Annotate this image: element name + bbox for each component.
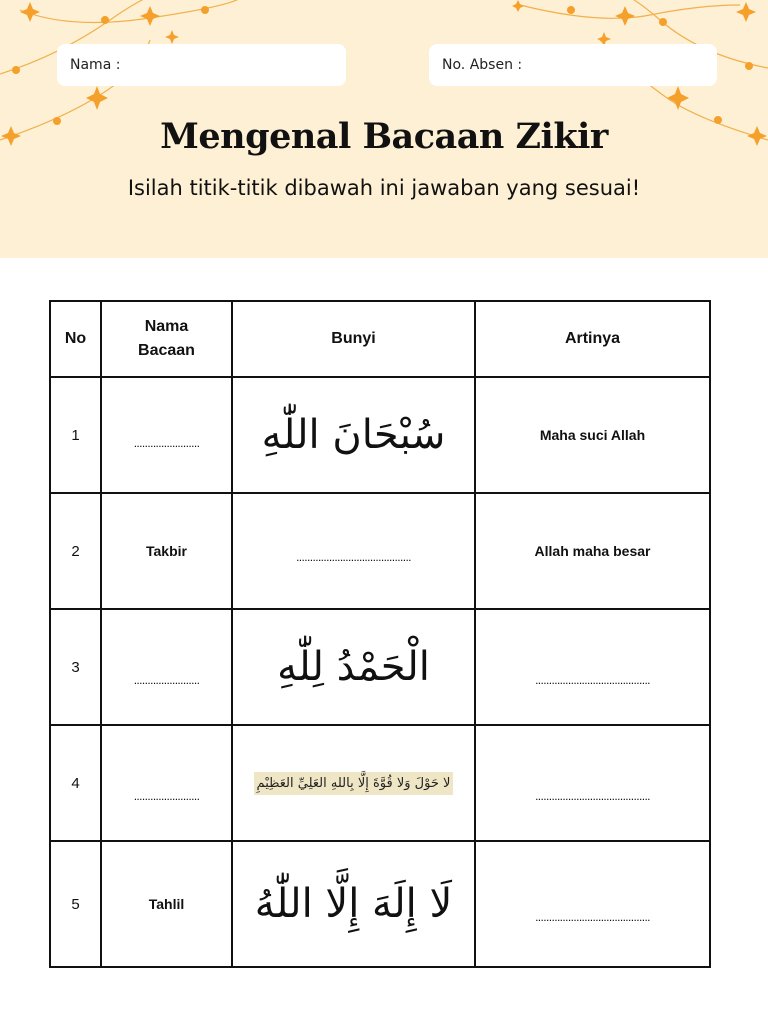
- header-bunyi: Bunyi: [232, 301, 475, 377]
- nama-blank[interactable]: [101, 377, 232, 493]
- row-number: 2: [50, 493, 101, 609]
- bunyi-cell: [232, 725, 475, 841]
- bunyi-blank[interactable]: [232, 493, 475, 609]
- attendance-number-label: No. Absen :: [442, 57, 523, 73]
- bunyi-cell: [232, 841, 475, 967]
- artinya-blank[interactable]: [475, 609, 710, 725]
- row-number: 5: [50, 841, 101, 967]
- header-nama-bacaan-text: Nama Bacaan: [138, 318, 195, 359]
- table-row: [50, 609, 710, 725]
- row-number: 3: [50, 609, 101, 725]
- nama-cell: Tahlil: [101, 841, 232, 967]
- fill-blank: ........................: [133, 789, 200, 803]
- header-nama-bacaan: [101, 301, 232, 377]
- bunyi-cell: [232, 377, 475, 493]
- table-row: [50, 493, 710, 609]
- arabic-text: لَا إِلَهَ إِلَّا اللّٰهُ: [254, 881, 453, 927]
- artinya-blank[interactable]: [475, 841, 710, 967]
- header-no: No: [50, 301, 101, 377]
- zikir-table: [49, 300, 711, 968]
- fill-blank: ..........................................: [296, 550, 411, 564]
- fill-blank: ..........................................: [535, 673, 650, 687]
- name-field[interactable]: [57, 44, 346, 86]
- worksheet-instructions: Isilah titik-titik dibawah ini jawaban yang sesuai!: [127, 176, 641, 200]
- artinya-cell: Maha suci Allah: [475, 377, 710, 493]
- fill-blank: ........................: [133, 436, 200, 450]
- arabic-text: الْحَمْدُ لِلّٰهِ: [277, 644, 430, 690]
- header-artinya: Artinya: [475, 301, 710, 377]
- fill-blank: ..........................................: [535, 910, 650, 924]
- nama-blank[interactable]: [101, 609, 232, 725]
- name-label: Nama :: [70, 57, 121, 73]
- nama-blank[interactable]: [101, 725, 232, 841]
- artinya-blank[interactable]: [475, 725, 710, 841]
- arabic-text-image: لا حَوْلَ وَلا قُوَّةَ إِلَّا بِاللهِ العَلِيِّ العَظِيْمِ: [254, 772, 454, 795]
- arabic-text: سُبْحَانَ اللّٰهِ: [261, 412, 446, 458]
- table-header-row: [50, 301, 710, 377]
- worksheet-title: Mengenal Bacaan Zikir: [160, 116, 608, 157]
- nama-cell: Takbir: [101, 493, 232, 609]
- table-row: [50, 725, 710, 841]
- table-row: [50, 841, 710, 967]
- table-row: [50, 377, 710, 493]
- attendance-number-field[interactable]: [429, 44, 717, 86]
- worksheet-header: [0, 0, 768, 258]
- artinya-cell: Allah maha besar: [475, 493, 710, 609]
- fill-blank: ........................: [133, 673, 200, 687]
- bunyi-cell: [232, 609, 475, 725]
- row-number: 1: [50, 377, 101, 493]
- fill-blank: ..........................................: [535, 789, 650, 803]
- row-number: 4: [50, 725, 101, 841]
